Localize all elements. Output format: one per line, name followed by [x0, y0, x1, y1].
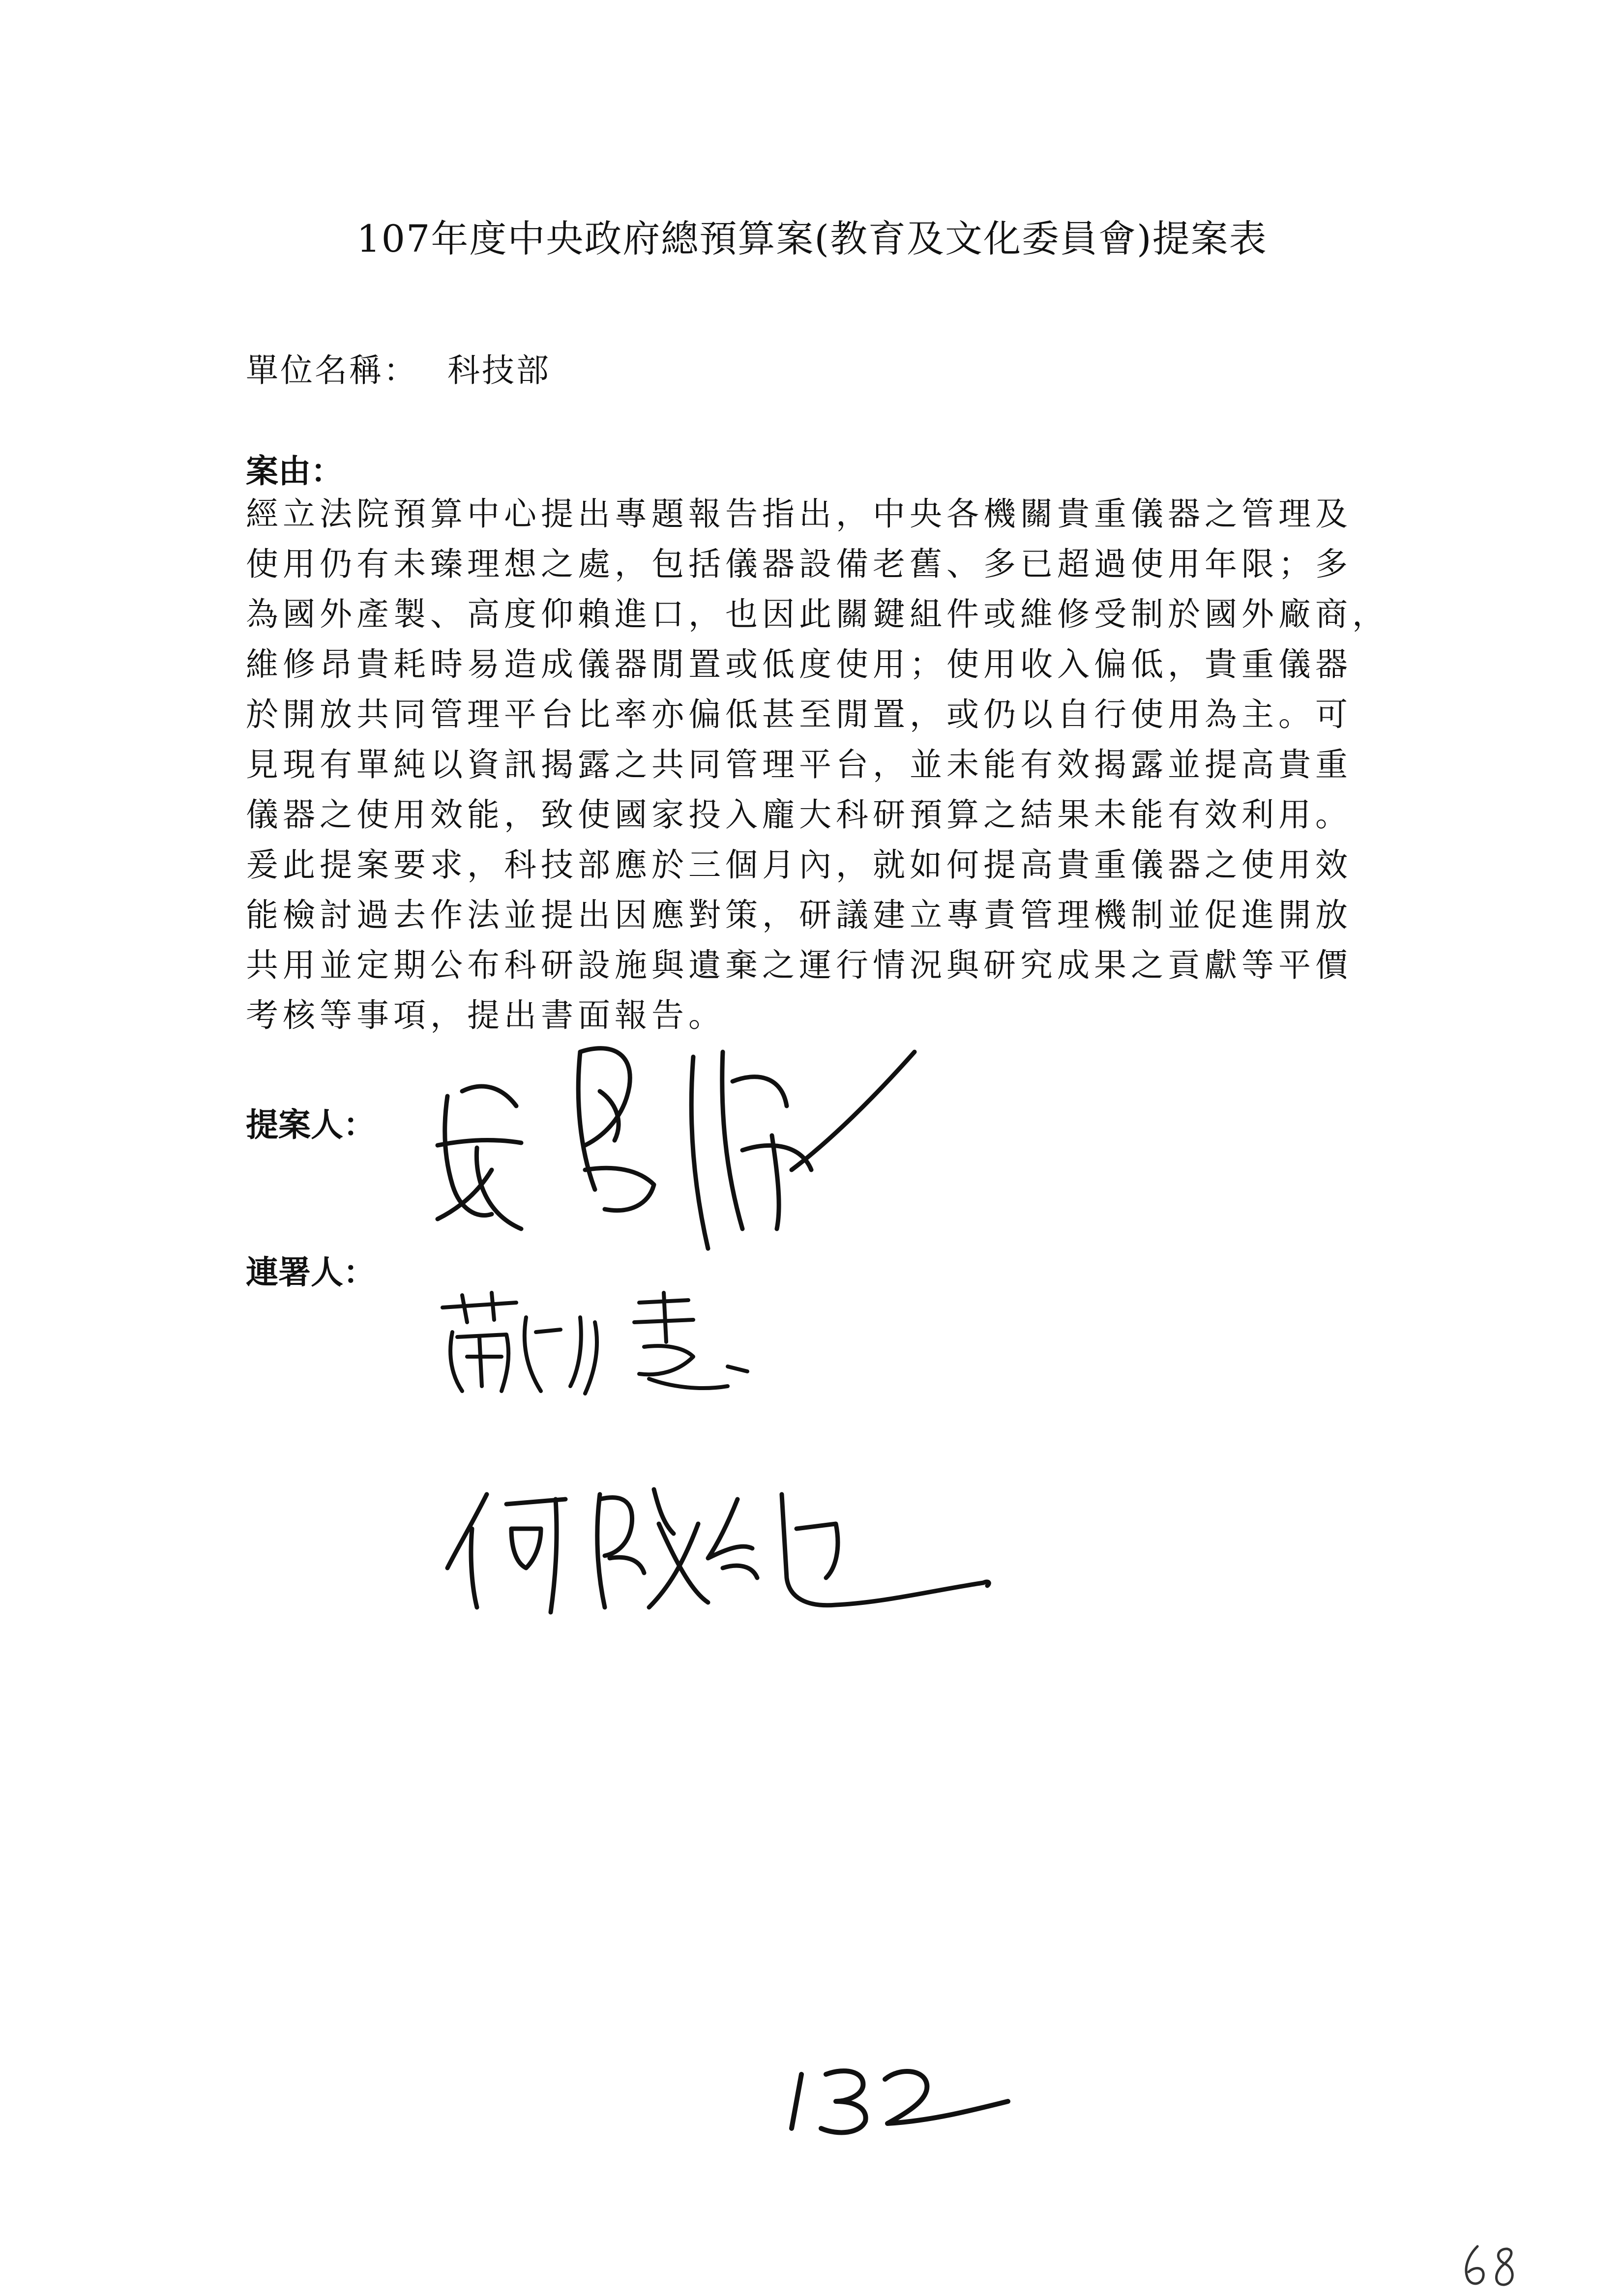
proposer-signature — [418, 1022, 934, 1278]
reason-line: 見現有單純以資訊揭露之共同管理平台，並未能有效揭露並提高貴重 — [246, 746, 1352, 784]
cosigner-signature-1 — [433, 1288, 777, 1401]
reason-line: 為國外產製、高度仰賴進口，也因此關鍵組件或維修受制於國外廠商， — [246, 595, 1389, 633]
reason-body — [246, 489, 1396, 1041]
unit-value: 科技部 — [447, 351, 551, 389]
reason-line: 使用仍有未臻理想之處，包括儀器設備老舊、多已超過使用年限；多 — [246, 545, 1352, 583]
cosigner-heading: 連署人： — [246, 1253, 376, 1291]
reason-line: 能檢討過去作法並提出因應對策，研議建立專責管理機制並促進開放 — [246, 896, 1352, 934]
reason-line: 爰此提案要求，科技部應於三個月內，就如何提高貴重儀器之使用效 — [246, 846, 1352, 884]
reason-line: 經立法院預算中心提出專題報告指出，中央各機關貴重儀器之管理及 — [246, 495, 1352, 533]
reason-line: 考核等事項，提出書面報告。 — [246, 996, 725, 1034]
document-title: 107年度中央政府總預算案(教育及文化委員會)提案表 — [356, 217, 1268, 261]
unit-label: 單位名稱： — [246, 351, 418, 389]
handwritten-corner-note — [1458, 2241, 1532, 2291]
reason-line: 於開放共同管理平台比率亦偏低甚至閒置，或仍以自行使用為主。可 — [246, 696, 1352, 733]
reason-line: 儀器之使用效能，致使國家投入龐大科研預算之結果未能有效利用。 — [246, 796, 1352, 834]
reason-line: 共用並定期公布科研設施與遺棄之運行情況與研究成果之貢獻等平價 — [246, 946, 1352, 984]
handwritten-page-number — [782, 2055, 1013, 2138]
cosigner-signature-2 — [443, 1470, 1013, 1617]
reason-heading: 案由： — [246, 452, 343, 490]
unit-row — [246, 344, 551, 391]
proposer-heading: 提案人： — [246, 1106, 376, 1144]
reason-line: 維修昂貴耗時易造成儀器閒置或低度使用；使用收入偏低，貴重儀器 — [246, 645, 1352, 683]
